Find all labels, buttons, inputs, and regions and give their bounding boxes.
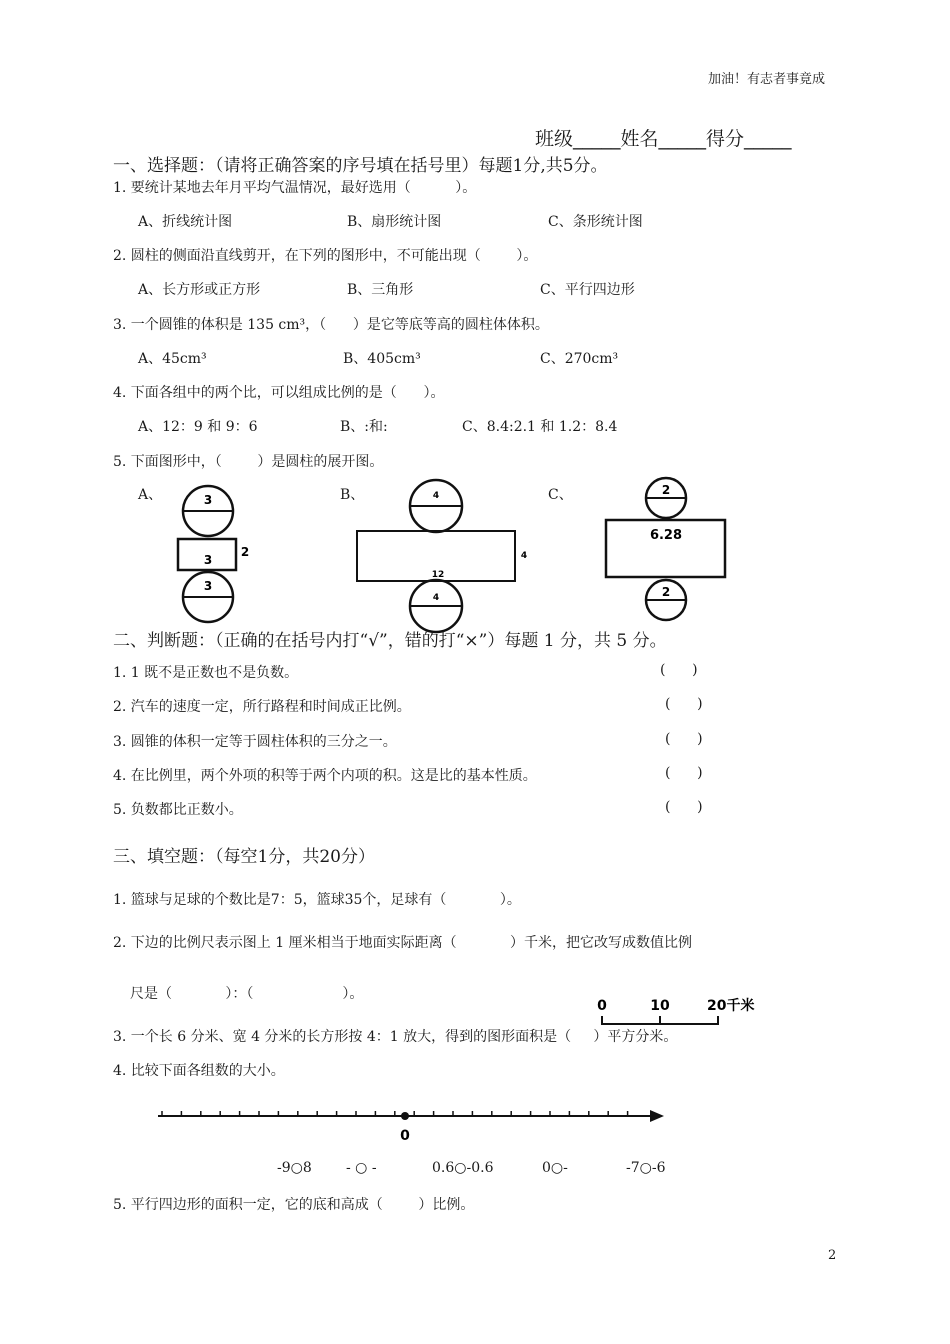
judge-item-3: 3. 圆锥的体积一定等于圆柱体积的三分之一。 <box>113 734 397 750</box>
fig-a-side-label: 2 <box>240 545 250 559</box>
q2-stem: 2. 圆柱的侧面沿直线剪开，在下列的图形中，不可能出现（ ）。 <box>113 248 538 264</box>
q1-stem: 1. 要统计某地去年月平均气温情况，最好选用（ ）。 <box>113 180 477 196</box>
fig-b-bottom-label: 4 <box>432 593 440 603</box>
judge-item-4: 4. 在比例里，两个外项的积等于两个内项的积。这是比的基本性质。 <box>113 768 537 784</box>
scale-label-20km: 20千米 <box>707 998 755 1014</box>
fill-q5: 5. 平行四边形的面积一定，它的底和高成（ ）比例。 <box>113 1197 475 1213</box>
judge-item-5: 5. 负数都比正数小。 <box>113 802 243 818</box>
fig-c-bottom-label: 2 <box>661 585 671 599</box>
section1-title: 一、选择题：（请将正确答案的序号填在括号里）每题1分,共5分。 <box>113 156 608 176</box>
fig-a-bottom-label: 3 <box>203 579 213 593</box>
student-info-header: 班级_____姓名_____得分_____ <box>535 128 792 150</box>
q5-option-b: B、 <box>340 487 365 503</box>
fig-a-middle-label: 3 <box>203 553 213 567</box>
q4-option-a: A、12：9 和 9：6 <box>138 419 258 435</box>
q1-option-c: C、条形统计图 <box>548 214 643 230</box>
q3-stem: 3. 一个圆锥的体积是 135 cm³，（ ）是它等底等高的圆柱体体积。 <box>113 317 549 333</box>
fill-q2-line1: 2. 下边的比例尺表示图上 1 厘米相当于地面实际距离（ ）千米，把它改写成数值比例 <box>113 935 693 951</box>
section3-title: 三、填空题：（每空1分，共20分） <box>113 847 375 867</box>
q1-option-b: B、扇形统计图 <box>347 214 442 230</box>
judge-blank-5: ( ) <box>665 799 703 815</box>
fill-q3: 3. 一个长 6 分米、宽 4 分米的长方形按 4：1 放大，得到的图形面积是（ ）平方分米。 <box>113 1029 678 1045</box>
q1-option-a: A、折线统计图 <box>138 214 233 230</box>
q4-option-b: B、:和: <box>340 419 388 435</box>
fig-c-top-label: 2 <box>661 483 671 497</box>
page-number: 2 <box>828 1248 837 1263</box>
judge-blank-1: ( ) <box>660 662 698 678</box>
compare-item-5: -7○-6 <box>626 1160 666 1176</box>
compare-item-1: -9○8 <box>277 1160 312 1176</box>
compare-item-2: - ○ - <box>346 1160 377 1176</box>
number-line-zero: 0 <box>400 1128 410 1144</box>
fig-b-side-label: 4 <box>520 551 528 561</box>
cylinder-net-figure-c <box>600 476 732 622</box>
judge-blank-2: ( ) <box>665 696 703 712</box>
q2-option-a: A、长方形或正方形 <box>138 282 261 298</box>
fill-q4: 4. 比较下面各组数的大小。 <box>113 1063 285 1079</box>
fill-q2-line2: 尺是（ ）：（ ）。 <box>130 986 364 1002</box>
motto: 加油！有志者事竟成 <box>708 72 826 87</box>
judge-item-1: 1. 1 既不是正数也不是负数。 <box>113 665 299 681</box>
fill-q1: 1. 篮球与足球的个数比是7：5，篮球35个，足球有（ ）。 <box>113 892 521 908</box>
fig-b-length-label: 12 <box>431 570 445 580</box>
q2-option-c: C、平行四边形 <box>540 282 635 298</box>
q5-stem: 5. 下面图形中，（ ）是圆柱的展开图。 <box>113 454 384 470</box>
judge-blank-4: ( ) <box>665 765 703 781</box>
fig-a-top-label: 3 <box>203 493 213 507</box>
scale-label-0: 0 <box>597 998 607 1014</box>
q3-option-c: C、270cm³ <box>540 351 619 367</box>
cylinder-net-figure-a <box>170 484 270 626</box>
q4-option-c: C、8.4:2.1 和 1.2：8.4 <box>462 419 618 435</box>
scale-label-10: 10 <box>650 998 670 1014</box>
q2-option-b: B、三角形 <box>347 282 414 298</box>
compare-item-4: 0○- <box>542 1160 568 1176</box>
compare-item-3: 0.6○-0.6 <box>432 1160 494 1176</box>
q5-option-c: C、 <box>548 487 573 503</box>
q5-option-a: A、 <box>138 487 163 503</box>
number-line <box>150 1104 670 1146</box>
judge-item-2: 2. 汽车的速度一定，所行路程和时间成正比例。 <box>113 699 411 715</box>
cylinder-net-figure-b <box>350 478 540 634</box>
fig-b-top-label: 4 <box>432 491 440 501</box>
judge-blank-3: ( ) <box>665 731 703 747</box>
q4-stem: 4. 下面各组中的两个比，可以组成比例的是（ ）。 <box>113 385 445 401</box>
q3-option-a: A、45cm³ <box>138 351 207 367</box>
q3-option-b: B、405cm³ <box>343 351 421 367</box>
line-scale-figure <box>590 994 770 1030</box>
fig-c-middle-label: 6.28 <box>649 528 683 543</box>
section2-title: 二、判断题：（正确的在括号内打“√”，错的打“×”）每题 1 分，共 5 分。 <box>113 631 667 651</box>
